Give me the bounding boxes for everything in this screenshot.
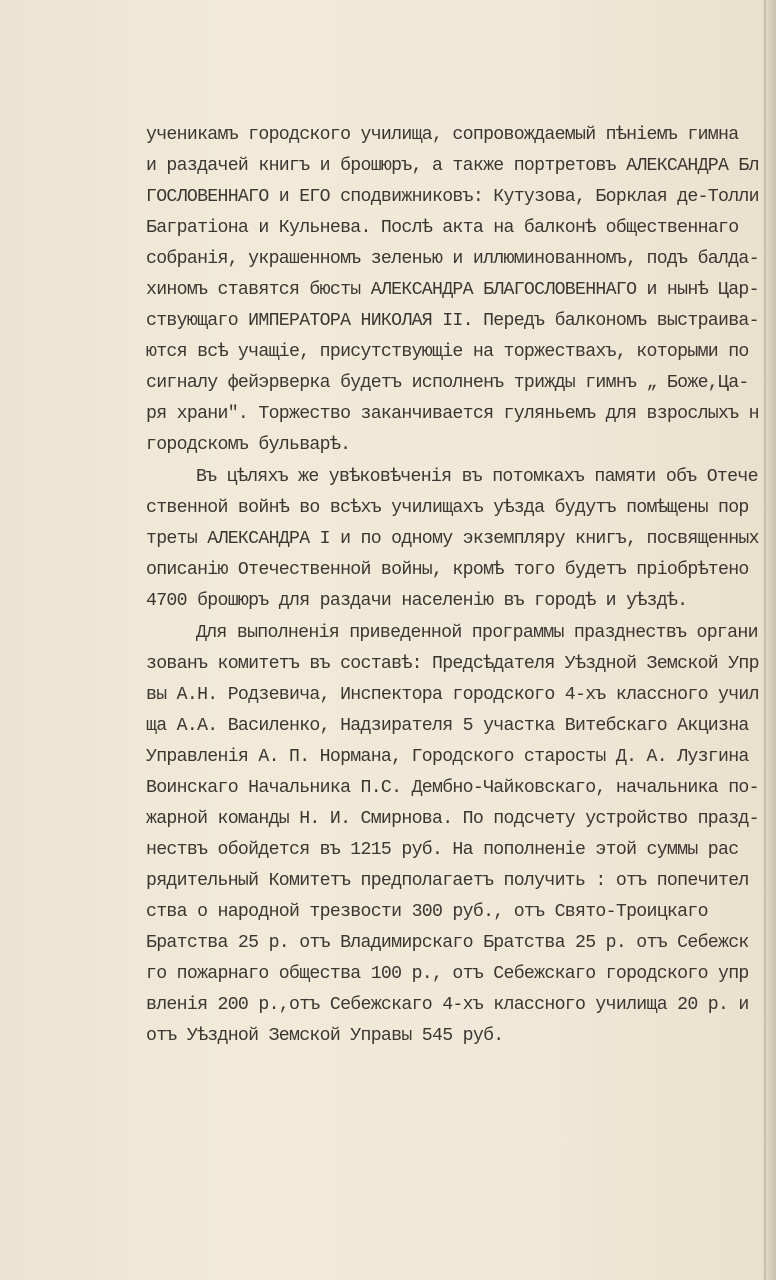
- paragraph-start-line: Въ цѣляхъ же увѣковѣченія въ потомкахъ памяти объ Отече: [196, 467, 758, 487]
- text-line: вленія 200 р.,отъ Себежскаго 4-хъ классного училища 20 р. и: [146, 995, 749, 1015]
- text-line: вы А.Н. Родзевича, Инспектора городского 4-хъ классного учил: [146, 685, 759, 705]
- text-line: 4700 брошюръ для раздачи населенію въ городѣ и уѣздѣ.: [146, 591, 688, 611]
- text-line: Воинскаго Начальника П.С. Дембно-Чайковскаго, начальника по-: [146, 778, 759, 798]
- text-line: ща А.А. Василенко, Надзирателя 5 участка Витебскаго Акцизна: [146, 716, 749, 736]
- text-line: зованъ комитетъ въ составѣ: Предсѣдателя Уѣздной Земской Упр: [146, 654, 759, 674]
- paragraph-start-line: Для выполненія приведенной программы празднествъ органи: [196, 623, 758, 643]
- text-line: хиномъ ставятся бюсты АЛЕКСАНДРА БЛАГОСЛОВЕННАГО и нынѣ Цар-: [146, 280, 759, 300]
- text-line: сигналу фейэрверка будетъ исполненъ трижды гимнъ „ Боже,Ца-: [146, 373, 749, 393]
- text-line: ственной войнѣ во всѣхъ училищахъ уѣзда будутъ помѣщены пор: [146, 498, 749, 518]
- text-line: городскомъ бульварѣ.: [146, 435, 351, 455]
- text-line: рядительный Комитетъ предполагаетъ получить : отъ попечител: [146, 871, 749, 891]
- text-line: ГОСЛОВЕННАГО и ЕГО сподвижниковъ: Кутузова, Борклая де-Толли: [146, 187, 759, 207]
- text-line: Братства 25 р. отъ Владимирскаго Братства 25 р. отъ Себежск: [146, 933, 749, 953]
- text-line: отъ Уѣздной Земской Управы 545 руб.: [146, 1026, 504, 1046]
- text-line: ря храни". Торжество заканчивается гуляньемъ для взрослыхъ н: [146, 404, 759, 424]
- text-line: треты АЛЕКСАНДРА I и по одному экземпляру книгъ, посвященных: [146, 529, 759, 549]
- text-line: го пожарнаго общества 100 р., отъ Себежскаго городского упр: [146, 964, 749, 984]
- text-line: ются всѣ учащіе, присутствующіе на торжествахъ, которыми по: [146, 342, 749, 362]
- text-line: нествъ обойдется въ 1215 руб. На пополненіе этой суммы рас: [146, 840, 739, 860]
- typed-text-block: [146, 123, 776, 1083]
- text-line: ствующаго ИМПЕРАТОРА НИКОЛАЯ II. Передъ балкономъ выстраива-: [146, 311, 759, 331]
- text-line: Багратіона и Кульнева. Послѣ акта на балконѣ общественнаго: [146, 218, 739, 238]
- text-line: ства о народной трезвости 300 руб., отъ Свято-Троицкаго: [146, 902, 708, 922]
- text-line: описанію Отечественной войны, кромѣ того будетъ пріобрѣтено: [146, 560, 749, 580]
- text-line: собранія, украшенномъ зеленью и иллюминованномъ, подъ балда-: [146, 249, 759, 269]
- text-line: ученикамъ городского училища, сопровождаемый пѣніемъ гимна: [146, 125, 739, 145]
- text-line: Управленія А. П. Нормана, Городского старосты Д. А. Лузгина: [146, 747, 749, 767]
- page-edge-line: [764, 0, 766, 1280]
- text-line: жарной команды Н. И. Смирнова. По подсчету устройство празд-: [146, 809, 759, 829]
- text-line: и раздачей книгъ и брошюръ, а также портретовъ АЛЕКСАНДРА Бл: [146, 156, 759, 176]
